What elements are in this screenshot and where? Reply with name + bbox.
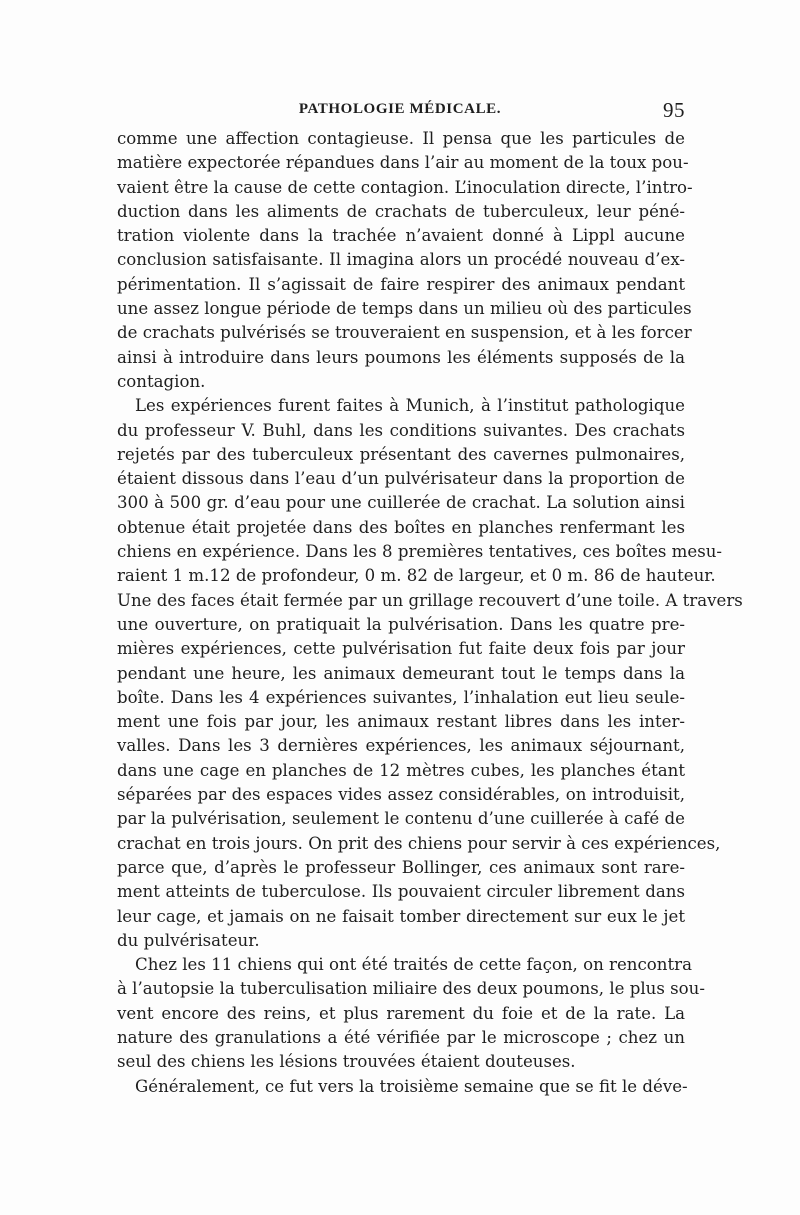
text-line: crachat en trois jours. On prit des chiens pour servir à ces expériences, [117,833,721,853]
text-line: matière expectorée répandues dans l’air au moment de la toux pou- [117,153,689,173]
text-line: Les expériences furent faites à Munich, à l’institut pathologique [135,396,685,416]
text-line: Chez les 11 chiens qui ont été traités de cette façon, on rencontra [135,955,692,975]
running-head: PATHOLOGIE MÉDICALE. [298,101,502,117]
text-line: comme une affection contagieuse. Il pensa que les particules de [117,129,685,148]
text-line: conclusion satisfaisante. Il imagina alors un procédé nouveau d’ex- [117,250,685,270]
text-line: leur cage, et jamais on ne faisait tomber directement sur eux le jet [117,906,685,926]
text-line: chiens en expérience. Dans les 8 premières tentatives, ces boîtes mesu- [117,542,723,562]
text-line: de crachats pulvérisés se trouveraient en suspension, et à les forcer [117,323,692,343]
text-line: séparées par des espaces vides assez considérables, on introduisit, [117,785,685,805]
text-line: pendant une heure, les animaux demeurant tout le temps dans la [117,663,685,683]
text-line: ainsi à introduire dans leurs poumons les éléments supposés de la [117,347,685,367]
text-line: tration violente dans la trachée n’avaient donné à Lippl aucune [117,226,685,246]
text-line: par la pulvérisation, seulement le contenu d’une cuillerée à café de [117,809,685,829]
page-header [115,98,685,122]
text-line: vaient être la cause de cette contagion. L’inoculation directe, l’intro- [117,177,693,197]
text-line: valles. Dans les 3 dernières expériences, les animaux séjournant, [117,736,685,756]
text-line: mières expériences, cette pulvérisation fut faite deux fois par jour [117,639,685,659]
text-line: ment une fois par jour, les animaux restant libres dans les inter- [117,712,685,732]
text-line: dans une cage en planches de 12 mètres cubes, les planches étant [117,760,685,780]
text-line: Une des faces était fermée par un grillage recouvert d’une toile. A travers [117,590,743,610]
text-line: une ouverture, on pratiquait la pulvérisation. Dans les quatre pre- [117,614,685,634]
text-line: parce que, d’après le professeur Bollinger, ces animaux sont rare- [117,857,685,877]
text-line: périmentation. Il s’agissait de faire respirer des animaux pendant [117,274,685,294]
text-line: du professeur V. Buhl, dans les conditions suivantes. Des crachats [117,420,685,440]
text-line: étaient dissous dans l’eau d’un pulvérisateur dans la proportion de [117,469,685,489]
text-line: contagion. [117,371,206,391]
text-line: obtenue était projetée dans des boîtes en planches renfermant les [117,517,685,537]
text-line: boîte. Dans les 4 expériences suivantes, l’inhalation eut lieu seule- [117,687,685,707]
text-line: une assez longue période de temps dans un milieu où des particules [117,299,692,319]
text-line: raient 1 m.12 de profondeur, 0 m. 82 de largeur, et 0 m. 86 de hauteur. [117,566,716,586]
text-line: du pulvérisateur. [117,930,260,950]
text-line: duction dans les aliments de crachats de tuberculeux, leur péné- [117,201,685,221]
text-line: ment atteints de tuberculose. Ils pouvaient circuler librement dans [117,882,685,902]
text-line: rejetés par des tuberculeux présentant des cavernes pulmonaires, [117,444,685,464]
text-line: nature des granulations a été vérifiée par le microscope ; chez un [117,1027,685,1047]
text-line: vent encore des reins, et plus rarement du foie et de la rate. La [117,1003,685,1023]
text-line: 300 à 500 gr. d’eau pour une cuillerée de crachat. La solution ainsi [117,493,685,513]
text-line: Généralement, ce fut vers la troisième semaine que se fit le déve- [135,1076,688,1096]
page-number: 95 [663,98,685,122]
text-line: seul des chiens les lésions trouvées étaient douteuses. [117,1052,576,1072]
text-line: à l’autopsie la tuberculisation miliaire des deux poumons, le plus sou- [117,979,705,999]
body-text [117,127,743,1099]
